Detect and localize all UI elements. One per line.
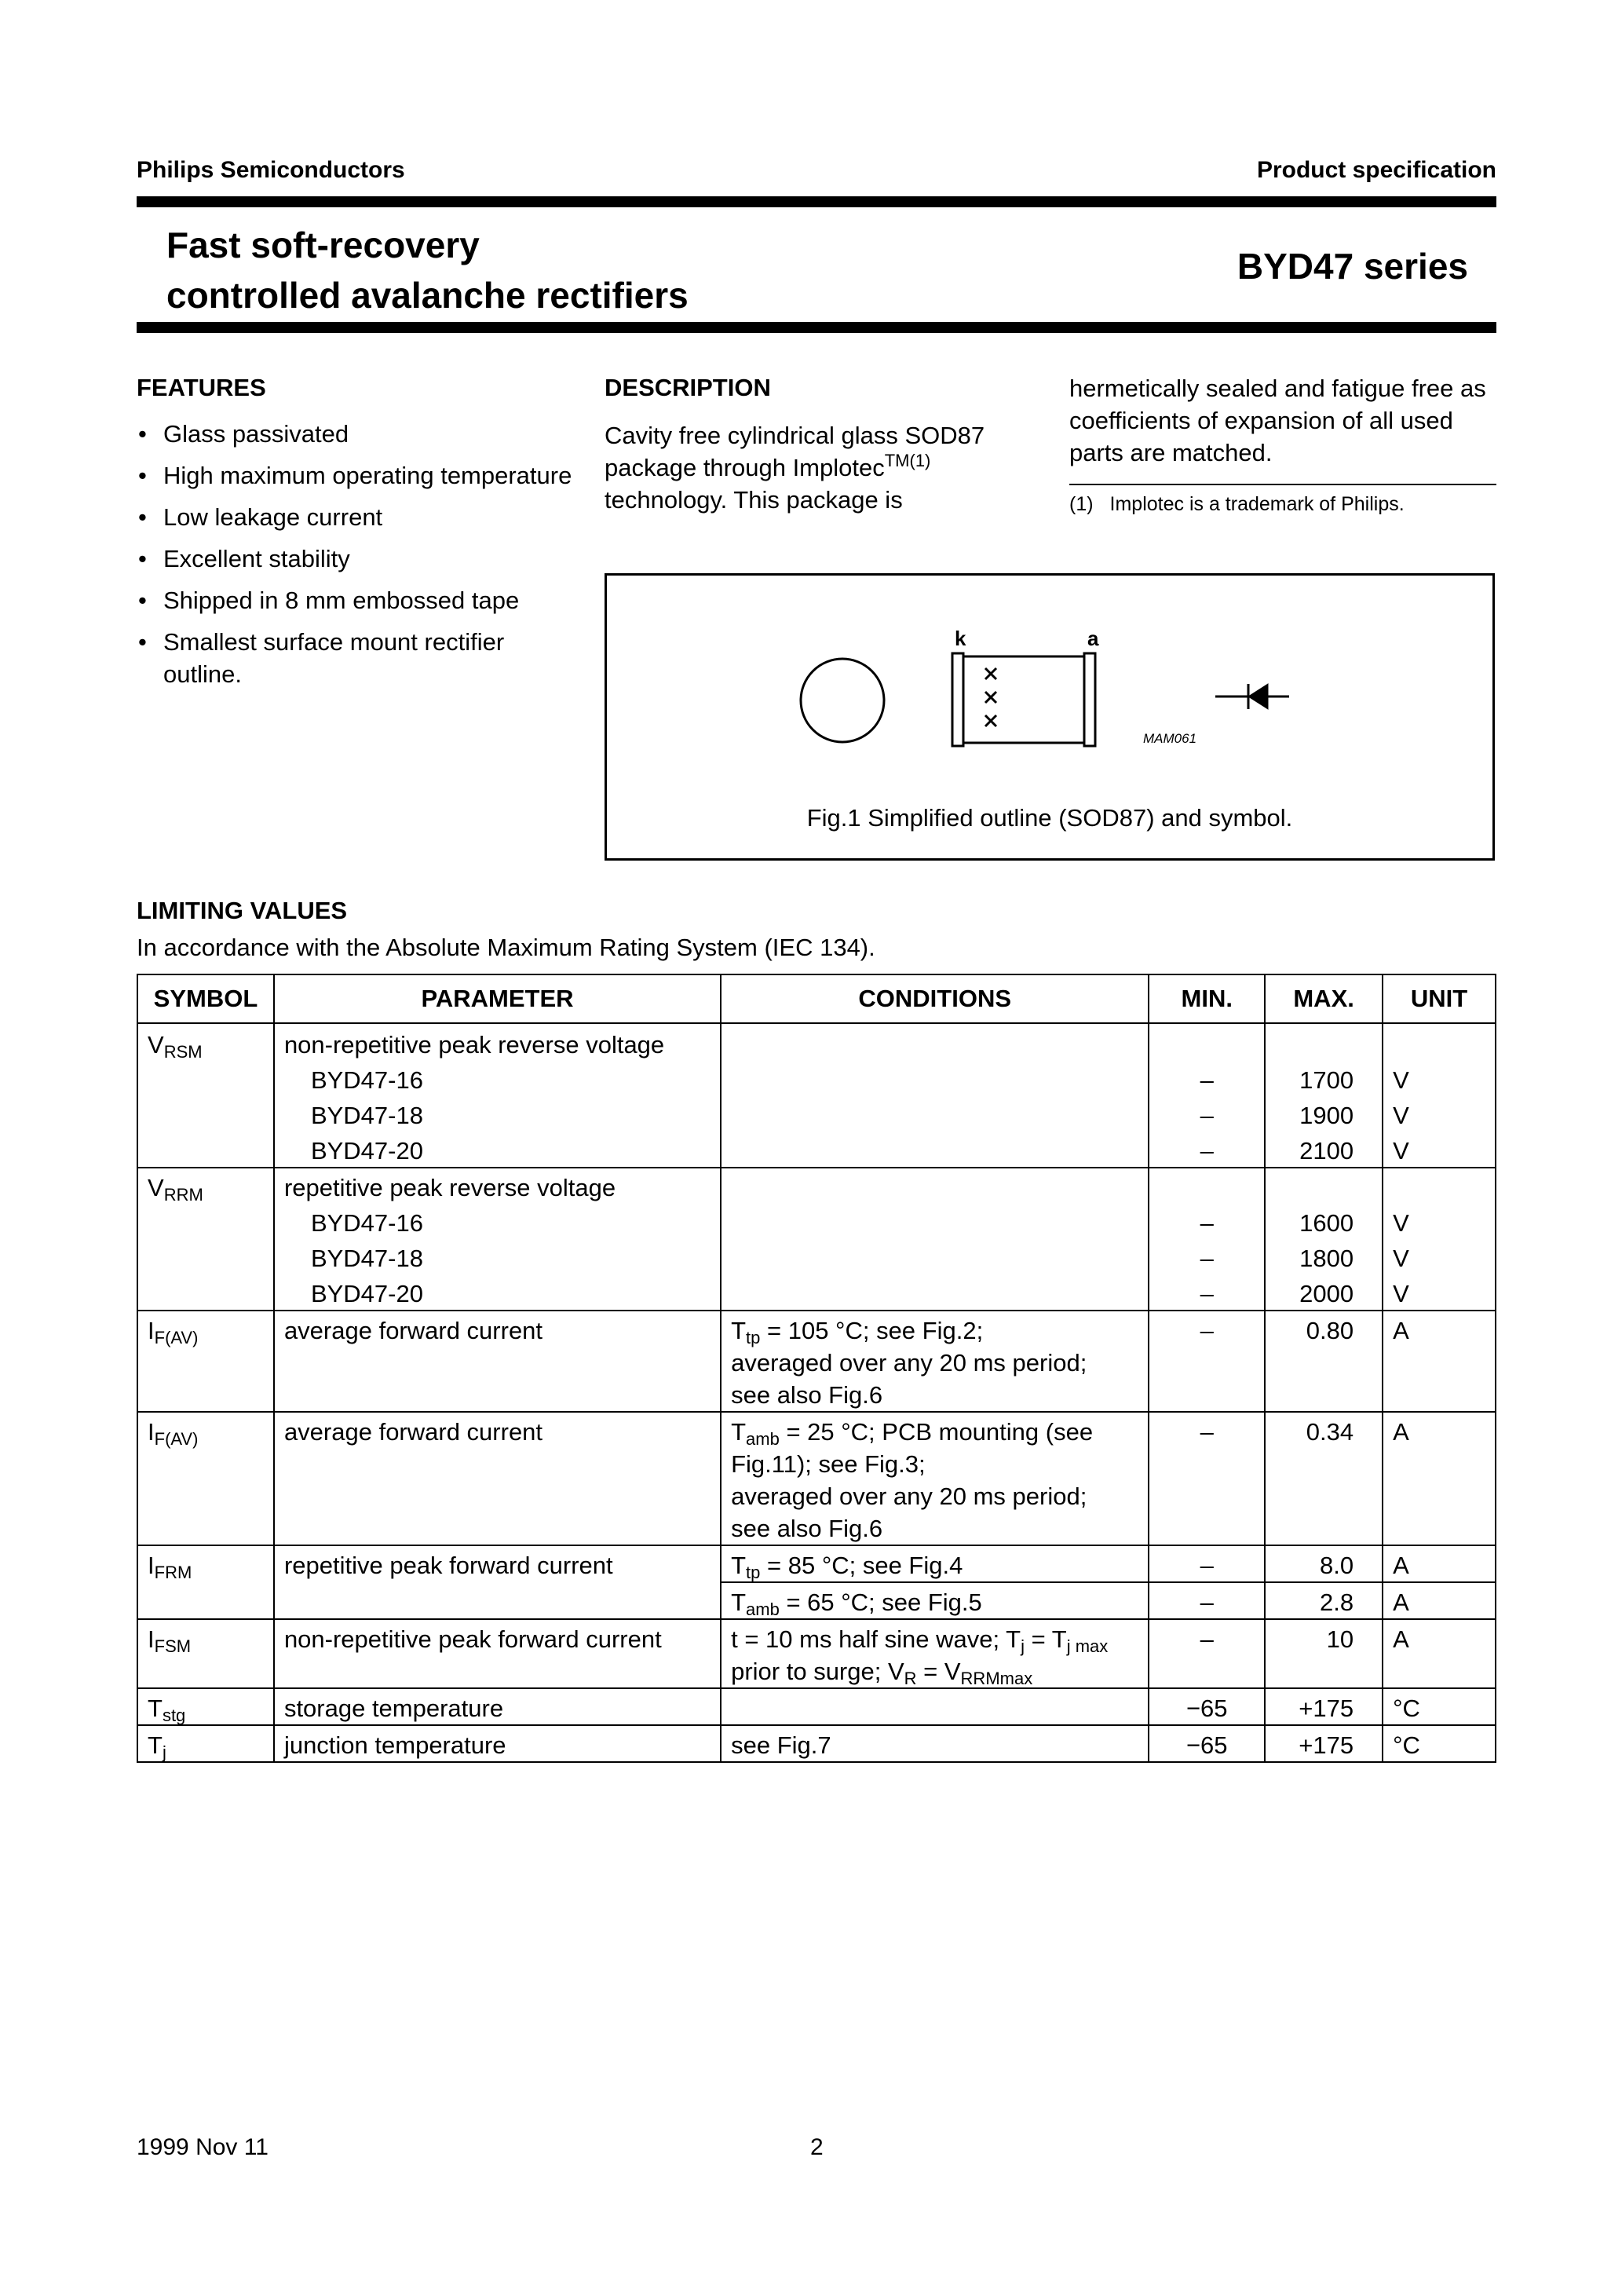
- min-cell: –: [1149, 1096, 1265, 1132]
- max-cell: 1800: [1265, 1239, 1383, 1274]
- max-cell: 2.8: [1265, 1582, 1383, 1619]
- feature-item: • Shipped in 8 mm embossed tape: [137, 584, 576, 616]
- unit-cell: A: [1383, 1545, 1496, 1582]
- description-text-part1: Cavity free cylindrical glass SOD87 package through Implotec: [605, 422, 985, 481]
- unit-cell: °C: [1383, 1688, 1496, 1725]
- column-header-min: MIN.: [1149, 974, 1265, 1023]
- min-cell: –: [1149, 1061, 1265, 1096]
- diode-symbol-icon: [1215, 684, 1289, 709]
- unit-cell: A: [1383, 1619, 1496, 1688]
- footnote-text: Implotec is a trademark of Philips.: [1109, 493, 1405, 515]
- feature-item: • Smallest surface mount rectifier outline.: [137, 626, 576, 690]
- description-text: [605, 419, 1028, 516]
- max-cell: 8.0: [1265, 1545, 1383, 1582]
- parameter-cell: BYD47-18: [274, 1239, 721, 1274]
- table-row: [137, 1168, 1496, 1204]
- conditions-cell: [721, 1023, 1149, 1061]
- title-line-2: controlled avalanche rectifiers: [166, 275, 689, 316]
- parameter-cell: BYD47-20: [274, 1274, 721, 1311]
- table-header-row: [137, 974, 1496, 1023]
- symbol-cell: $T_j$: [137, 1725, 274, 1762]
- parameter-cell: BYD47-18: [274, 1096, 721, 1132]
- sod87-outline-figure: [605, 573, 1495, 801]
- min-cell: –: [1149, 1204, 1265, 1239]
- company-name: Philips Semiconductors: [137, 157, 405, 183]
- column-header-conditions: CONDITIONS: [721, 974, 1149, 1023]
- limiting-values-heading: LIMITING VALUES: [137, 897, 348, 924]
- table-row: [137, 1688, 1496, 1725]
- table-row: [137, 1239, 1496, 1274]
- parameter-cell: non-repetitive peak reverse voltage: [274, 1023, 721, 1061]
- cathode-cap: [952, 653, 963, 746]
- max-cell: 10: [1265, 1619, 1383, 1688]
- footnote-ref: (1): [1069, 493, 1094, 515]
- description-heading: DESCRIPTION: [605, 374, 771, 401]
- unit-cell: V: [1383, 1204, 1496, 1239]
- min-cell: –: [1149, 1274, 1265, 1311]
- column-header-parameter: PARAMETER: [274, 974, 721, 1023]
- symbol-cell: $V_{RRM}$: [137, 1168, 274, 1204]
- conditions-cell: $T_{amb} = 65$ °C; see Fig.5: [721, 1582, 1149, 1619]
- features-heading: FEATURES: [137, 374, 266, 401]
- header-rule-bottom: [137, 322, 1496, 333]
- description-text-continued: hermetically sealed and fatigue free as coefficients of expansion of all used parts are matched.: [1069, 375, 1486, 466]
- feature-item: • Excellent stability: [137, 543, 576, 575]
- column-header-symbol: SYMBOL: [137, 974, 274, 1023]
- parameter-cell: BYD47-16: [274, 1204, 721, 1239]
- series-name: BYD47 series: [1237, 246, 1468, 287]
- unit-cell: V: [1383, 1061, 1496, 1096]
- unit-cell: V: [1383, 1239, 1496, 1274]
- max-cell: 0.80: [1265, 1311, 1383, 1412]
- symbol-cell: $T_{stg}$: [137, 1688, 274, 1725]
- table-row: [137, 1619, 1496, 1688]
- symbol-cell: $I_{FRM}$: [137, 1545, 274, 1619]
- parameter-cell: storage temperature: [274, 1688, 721, 1725]
- unit-cell: A: [1383, 1412, 1496, 1545]
- max-cell: 2000: [1265, 1274, 1383, 1311]
- conditions-cell: see Fig.7: [721, 1725, 1149, 1762]
- table-row: [137, 1132, 1496, 1168]
- anode-label: a: [1087, 627, 1099, 650]
- table-row: [137, 1061, 1496, 1096]
- unit-cell: V: [1383, 1274, 1496, 1311]
- page-title: [166, 220, 689, 320]
- feature-item: • High maximum operating temperature: [137, 459, 576, 492]
- table-row: [137, 1204, 1496, 1239]
- limiting-values-intro: In accordance with the Absolute Maximum Rating System (IEC 134).: [137, 934, 875, 961]
- column-header-unit: UNIT: [1383, 974, 1496, 1023]
- min-cell: −65: [1149, 1725, 1265, 1762]
- min-cell: –: [1149, 1132, 1265, 1168]
- table-row: [137, 1274, 1496, 1311]
- min-cell: –: [1149, 1239, 1265, 1274]
- max-cell: 0.34: [1265, 1412, 1383, 1545]
- features-list-container: [137, 418, 576, 700]
- conditions-cell: $T_{amb} = 25$ °C; PCB mounting (see Fig.11); see Fig.3; averaged over any 20 ms period; see also Fig.6: [721, 1412, 1149, 1545]
- unit-cell: V: [1383, 1132, 1496, 1168]
- feature-item: • Low leakage current: [137, 501, 576, 533]
- conditions-cell: $T_{tp} = 85$ °C; see Fig.4: [721, 1545, 1149, 1582]
- parameter-cell: BYD47-16: [274, 1061, 721, 1096]
- trademark-mark: TM(1): [884, 451, 931, 470]
- title-line-1: Fast soft-recovery: [166, 225, 480, 265]
- min-cell: –: [1149, 1412, 1265, 1545]
- symbol-cell: $I_{FSM}$: [137, 1619, 274, 1688]
- conditions-cell: $T_{tp} = 105$ °C; see Fig.2; averaged over any 20 ms period; see also Fig.6: [721, 1311, 1149, 1412]
- min-cell: −65: [1149, 1688, 1265, 1725]
- cathode-label: k: [955, 627, 966, 650]
- table-row: [137, 1412, 1496, 1545]
- parameter-cell: junction temperature: [274, 1725, 721, 1762]
- anode-cap: [1084, 653, 1095, 746]
- table-row: [137, 1725, 1496, 1762]
- max-cell: [1265, 1023, 1383, 1061]
- max-cell: 1600: [1265, 1204, 1383, 1239]
- features-list: [137, 418, 576, 690]
- footer-date: 1999 Nov 11: [137, 2134, 269, 2160]
- limiting-values-table: [137, 974, 1496, 1763]
- cathode-band-marks-icon: [985, 668, 996, 726]
- feature-item: • Glass passivated: [137, 418, 576, 450]
- conditions-cell: [721, 1688, 1149, 1725]
- figure-caption: Fig.1 Simplified outline (SOD87) and symbol.: [806, 804, 1293, 832]
- page-number: 2: [810, 2134, 824, 2160]
- table-row: [137, 1023, 1496, 1061]
- symbol-cell: $I_{F(AV)}$: [137, 1311, 274, 1412]
- min-cell: –: [1149, 1582, 1265, 1619]
- table-row: [137, 1311, 1496, 1412]
- document-type: Product specification: [1256, 157, 1496, 183]
- max-cell: +175: [1265, 1725, 1383, 1762]
- diode-body: [963, 656, 1084, 743]
- unit-cell: V: [1383, 1096, 1496, 1132]
- end-view-circle-icon: [801, 659, 884, 742]
- parameter-cell: average forward current: [274, 1311, 721, 1412]
- unit-cell: [1383, 1023, 1496, 1061]
- parameter-cell: repetitive peak forward current: [274, 1545, 721, 1619]
- conditions-cell: t = 10 ms half sine wave; $T_j = T_{j max}$ prior to surge; $V_R = V_{RRMmax}$: [721, 1619, 1149, 1688]
- parameter-cell: BYD47-20: [274, 1132, 721, 1168]
- symbol-cell: $V_{RSM}$: [137, 1023, 274, 1061]
- max-cell: +175: [1265, 1688, 1383, 1725]
- min-cell: [1149, 1023, 1265, 1061]
- symbol-cell: $I_{F(AV)}$: [137, 1412, 274, 1545]
- table-row: [137, 1545, 1496, 1582]
- footnote: [1069, 493, 1405, 516]
- max-cell: 2100: [1265, 1132, 1383, 1168]
- unit-cell: A: [1383, 1582, 1496, 1619]
- figure-code: MAM061: [1143, 731, 1197, 746]
- footnote-rule: [1069, 484, 1496, 485]
- parameter-cell: non-repetitive peak forward current: [274, 1619, 721, 1688]
- header-rule-top: [137, 196, 1496, 207]
- table-row: [137, 1096, 1496, 1132]
- max-cell: 1900: [1265, 1096, 1383, 1132]
- min-cell: –: [1149, 1545, 1265, 1582]
- unit-cell: °C: [1383, 1725, 1496, 1762]
- description-text-part2: technology. This package is: [605, 486, 903, 514]
- parameter-cell: repetitive peak reverse voltage: [274, 1168, 721, 1204]
- column-header-max: MAX.: [1265, 974, 1383, 1023]
- min-cell: –: [1149, 1311, 1265, 1412]
- max-cell: 1700: [1265, 1061, 1383, 1096]
- parameter-cell: average forward current: [274, 1412, 721, 1545]
- unit-cell: A: [1383, 1311, 1496, 1412]
- min-cell: –: [1149, 1619, 1265, 1688]
